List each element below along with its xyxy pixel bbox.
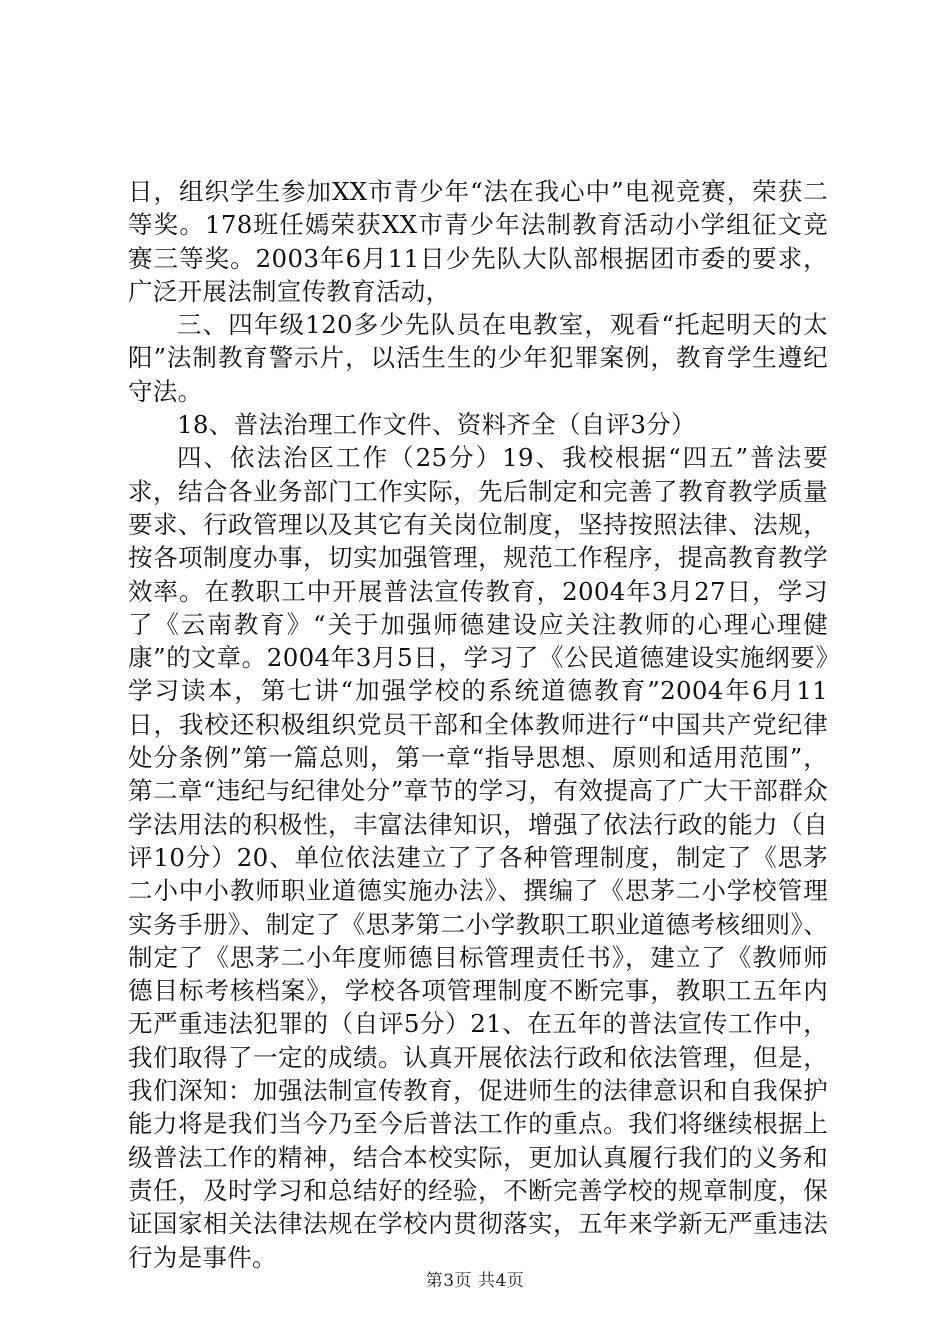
document-body [128, 175, 828, 1274]
paragraph-continuation: 日，组织学生参加XX市青少年“法在我心中”电视竞赛，荣获二等奖。178班任嫣荣获XX市青少年法制教育活动小学组征文竞赛三等奖。2003年6月11日少先队大队部根据团市委的要求，广泛开展法制宣传教育活动， [128, 177, 828, 306]
paragraph-section-three: 三、四年级120多少先队员在电教室，观看“托起明天的太阳”法制教育警示片，以活生生的少年犯罪案例，教育学生遵纪守法。 [128, 310, 829, 406]
page-number-footer: 第3页 共4页 [425, 1271, 525, 1291]
paragraph-item-18: 18、普法治理工作文件、资料齐全（自评3分） [177, 410, 696, 440]
paragraph-section-four: 四、依法治区工作（25分）19、我校根据“四五”普法要求，结合各业务部门工作实际，先后制定和完善了教育教学质量要求、行政管理以及其它有关岗位制度，坚持按照法律、法规，按各项制度办事，切实加强管理，规范工作程序，提高教育教学效率。在教职工中开展普法宣传教育，2004年3月27日，学习了《云南教育》“关于加强师德建设应关注教师的心理心理健康”的文章。2004年3月5日，学习了《公民道德建设实施纲要》学习读本，第七讲“加强学校的系统道德教育”2004年6月11日，我校还积极组织党员干部和全体教师进行“中国共产党纪律处分条例”第一篇总则，第一章“指导思想、原则和适用范围”，第二章“违纪与纪律处分”章节的学习，有效提高了广大干部群众学法用法的积极性，丰富法律知识，增强了依法行政的能力（自评10分）20、单位依法建立了了各种管理制度，制定了《思茅二小中小教师职业道德实施办法》、撰编了《思茅二小学校管理实务手册》、制定了《思茅第二小学教职工职业道德考核细则》、制定了《思茅二小年度师德目标管理责任书》，建立了《教师师德目标考核档案》，学校各项管理制度不断完事，教职工五年内无严重违法犯罪的（自评5分）21、在五年的普法宣传工作中，我们取得了一定的成绩。认真开展依法行政和依法管理，但是，我们深知：加强法制宣传教育，促进师生的法律意识和自我保护能力将是我们当今乃至今后普法工作的重点。我们将继续根据上级普法工作的精神，结合本校实际，更加认真履行我们的义务和责任，及时学习和总结好的经验，不断完善学校的规章制度，保证国家相关法律法规在学校内贯彻落实，五年来学新无严重违法行为是事件。 [128, 443, 828, 1272]
